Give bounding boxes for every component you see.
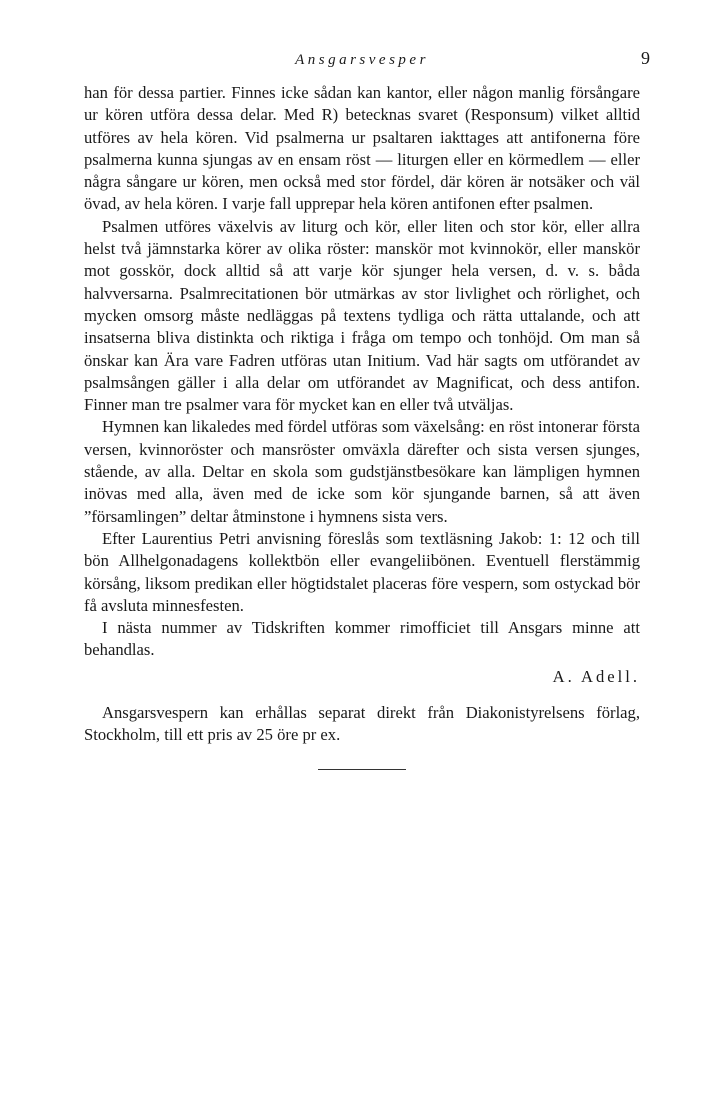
paragraph-reading: Efter Laurentius Petri anvisning föreslås som textläsning Jakob: 1: 12 och till bön Allhelgonadagens kollektbön eller evangeliibönen. Eventuell flerstämmig körsång, liksom predikan eller högtidstalet placeras före vespern, som ostyckad bör få avsluta minnesfesten. <box>84 528 640 615</box>
closing-rule <box>318 769 406 770</box>
paragraph-hymn: Hymnen kan likaledes med fördel utföras som växelsång: en röst intonerar första versen, kvinnoröster och mansröster omväxla därefter och sista versen sjunges, stående, av alla. Deltar en skola som gudstjänstbesökare kan lämpligen hymnen inövas med alla, även med de icke som kör sjungande barnen, så att även ”församlingen” deltar åtminstone i hymnens sista vers. <box>84 417 640 526</box>
publication-notice: Ansgarsvespern kan erhållas separat direkt från Diakonistyrelsens förlag, Stockholm, till ett pris av 25 öre pr ex. <box>84 703 640 745</box>
paragraph-next-issue: I nästa nummer av Tidskriften kommer rimofficiet till Ansgars minne att behandlas. <box>84 618 640 660</box>
page-number: 9 <box>641 48 650 68</box>
running-title: Ansgarsvesper <box>295 52 429 68</box>
author-signature: A. Adell. <box>552 666 640 686</box>
page-header <box>84 48 650 82</box>
paragraph-psalm-performance: Psalmen utföres växelvis av liturg och kör, eller liten och stor kör, eller allra helst två jämnstarka körer av olika röster: manskör mot kvinnokör, eller manskör mot gosskör, dock alltid så att varje kör sjunger hela versen, d. v. s. båda halvversarna. Psalmrecitationen bör utmärkas av stor livlighet och rörlighet, och mycken omsorg måste nedläggas på textens tydliga och rätta uttalande, och att insatserna bliva distinkta och riktiga i fråga om tempo och tonhöjd. Om man så önskar kan Ära vare Fadren utföras utan Initium. Vad här sagts om utförandet av psalmsången gäller i alla delar om utförandet av Magnificat, och dess antifon. Finner man tre psalmer vara för mycket kan en eller två utväljas. <box>84 216 640 415</box>
body-text <box>84 82 640 662</box>
document-page <box>84 48 650 770</box>
paragraph-continued: han för dessa partier. Finnes icke sådan kan kantor, eller någon manlig försångare ur kören utföra dessa delar. Med R) betecknas svaret (Responsum) vilket alltid utföres av hela kören. Vid psalmerna ur psaltaren iakttages att antifonerna före psalmerna kunna sjungas av en ensam röst — liturgen eller en körmedlem — eller några sångare ur kören, men också med stor fördel, där kören är notsäker och väl övad, av hela kören. I varje fall upprepar hela kören antifonen efter psalmen. <box>84 83 640 214</box>
